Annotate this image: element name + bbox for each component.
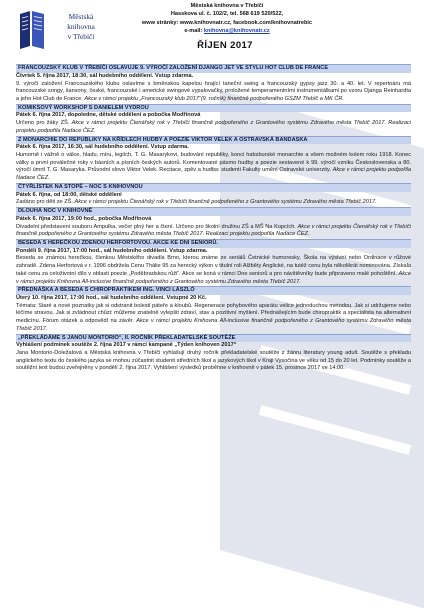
page-header [0, 0, 424, 66]
logo-line: Městská [68, 12, 94, 21]
event-item [16, 286, 411, 333]
event-funding-note: Akce v rámci projektu Čtenářský rok v Třebíči finančně podpořeného z Grantového systému Zdravého města Třebíč 2017. Realizaci projektu podpořila Nadace ČEZ. [16, 120, 412, 134]
event-description [16, 81, 411, 104]
event-description [16, 152, 411, 183]
email-link[interactable]: knihovna@knihovnatr.cz [203, 27, 270, 34]
event-desc-text: Beseda se známou herečkou, členkou Městského divadla Brno, kterou známe ze seriálů Četnické humoresky, Škola na výsluní nebo Ordinace v růžové zahradě. Zdena Herfortová v r. 1996 obdržela Cenu Thálie 95 za herecký výkon v titulní roli Alžběty Anglické, na tutéž cenu byla několikrát nominována. Získala také cenu za celoživotní dílo v oblasti poezie „Poděbradskou růži“. Akce se koná v rámci Dne seniorů a pro návštěvníky bude připraveno malé pohoštění. [16, 255, 411, 277]
event-title: FRANCOUZSKÝ KLUB V TŘEBÍČI OSLAVUJE 9. VÝROČÍ ZALOŽENÍ DJANGO JET VE STYLU HOT CLUB DE FRANCE [16, 64, 411, 73]
library-logo [16, 8, 112, 52]
event-funding-note: Akce v rámci projektu Čtenářský rok v Třebíči finančně podpořeného z Grantového systému Zdravého města Třebíč 2017. [74, 199, 377, 206]
event-date: Pondělí 9. října 2017, 17:00 hod., sál hudebního oddělení. Vstup zdarma. [16, 247, 208, 254]
event-description [16, 120, 411, 135]
event-funding-note: Akce v rámci projektu „Francouzský klub 2017“(9. ročník) finančně podpořeného GSZM Třebíč a MK ČR. [84, 95, 345, 102]
event-date: Pátek 6. října 2017, dopoledne, dětské oddělení a pobočka Modřínová [16, 112, 201, 119]
event-funding-note: Akce v rámci projektu podpořila Nadace ČEZ. [16, 167, 411, 182]
event-date: Vyhlášení podmínek soutěže 2. října 2017 v rámci kampaně „Týden knihoven 2017“ [16, 342, 237, 349]
event-item [16, 334, 411, 374]
event-title: „PŘEKLÁDÁME S JANOU MONTORIO“, II. ROČNÍK PŘEKLADATELSKÉ SOUTĚŽE [16, 334, 411, 343]
event-description [16, 255, 411, 286]
event-title: PŘEDNÁŠKA A BESEDA S CHIROPRAKTIKEM ING. VINCI LÁSZLÓ [16, 286, 411, 295]
event-item [16, 239, 411, 286]
event-date: Pátek 6. října 2017, 16:30, sál hudebního oddělení. Vstup zdarma. [16, 144, 189, 151]
event-desc-text: Humorně i vážně o válce, hladu, míru, legiích, T. G. Masarykovi, budování republiky, konci habsburské monarchie a všem možném kolem roku 1918. Konec války a první poválečné roky v básních a písních českých autorů. Komentované pásmo hudby a poezie sestavené k 99. výročí vzniku Československa a 80. výročí úmrtí T. G. Masaryka. Průvodní slovo Viktor Velek. Recitace, zpěv a hudba: studenti Fakulty umění Ostravské univerzity. [16, 152, 411, 174]
event-date: Úterý 10. října 2017, 17:00 hod., sál hudebního oddělení. Vstupné 20 Kč. [16, 295, 207, 302]
contact-info [112, 2, 342, 35]
event-date: Pátek 6. října 2017, 19:00 hod., pobočka Modřínová [16, 215, 152, 222]
event-funding-note: Akce v rámci projektu Čtenářský rok v Třebíči finančně podpořeného z Grantového systému Zdravého města Třebíč 2017. Realizaci projektu podpořila Nadace ČEZ. [16, 223, 412, 238]
event-item [16, 183, 411, 207]
event-description [16, 303, 411, 334]
event-item [16, 207, 411, 239]
event-date: Pátek 6. října, od 18:00, dětské oddělení [16, 191, 122, 198]
event-funding-note: Akce v rámci projektu Knihovna All-inclusive finančně podpořeného z Grantového systému Zdravého města Třebíč 2017. [16, 270, 411, 285]
month-title: ŘÍJEN 2017 [197, 40, 253, 51]
event-item [16, 136, 411, 183]
event-date: Čtvrtek 5. října 2017, 18:30, sál hudebního oddělení. Vstup zdarma. [16, 72, 194, 79]
logo-line: knihovna [67, 22, 95, 31]
event-desc-text: Témata: Staré a nové poznatky jak si odstranit bolesti páteře a kloubů. Regenerace pohybového aparátu velice jednoduchou metodou. Jak si udržujeme nebo léčíme stravou. Jak si zvládnout chůzi: můžeme znatelně vylepšit zdraví, stav a pozitivní myšlení. Přednášejícím bude chiropraktik a specialista na alternativní medicínu. Fórum otázek a odpovědí na závěr. [16, 302, 411, 325]
event-description [16, 350, 411, 373]
library-name: Městská knihovna v Třebíči [190, 3, 264, 9]
event-title: BESEDA S HEREČKOU ZDENOU HERFORTOVOU. AKCE KE DNI SENIORŮ. [16, 239, 411, 248]
event-description [16, 224, 411, 239]
event-desc-text: 9. výročí založení Francouzského klubu oslavíme s brněnskou kapelou hrající taneční swing a francouzský gypsy jazz 30. a 40. let. V repertoáru má francouzské songy, šansony, české, francouzské i americké swingové vypalovačky, proložené temperamentními instrumentálkami po vzoru Djanga Reinhardta a jeho Hot Club de France. [16, 80, 411, 102]
event-item [16, 104, 411, 136]
event-desc-text: Určeno pro žáky ZŠ. [16, 120, 70, 127]
event-title: Z MONARCHIE DO REPUBLIKY NA KŘÍDLECH HUDBY A POEZIE VIKTOR VELEK A OSTRAVSKÁ BANDASKA [16, 136, 411, 145]
event-title: DLOUHÁ NOC V KNIHOVNĚ [16, 207, 411, 216]
event-desc-text: Divadelní představení souboru Ampulka, večer plný her a čtení. Určeno pro školní družinu ZŠ a MŠ Na Kopcích. [16, 223, 296, 230]
web-line[interactable]: www stránky: www.knihovnatr.cz, facebook.com/knihovnatrebic [141, 19, 313, 26]
event-title: KOMIKSOVÝ WORKSHOP S DANIELEM VYDROU [16, 104, 411, 113]
address-line: Hasskova ul. č. 102/2, tel. 568 619 520/522, [170, 11, 284, 18]
logo-text [49, 12, 113, 42]
logo-line: v Třebíči [67, 32, 95, 41]
event-funding-note: Akce v rámci projektu Knihovna All-inclusive finančně podpořeného z Grantového systému Zdravého města Třebíč 2017. [16, 318, 411, 332]
book-logo-icon [16, 8, 48, 52]
event-title: ČTYŘLÍSTEK NA STOPĚ – NOC S KNIHOVNOU [16, 183, 411, 192]
email-line: e-mail: knihovna@knihovnatr.cz [184, 27, 270, 34]
event-item [16, 64, 411, 104]
event-desc-text: Jana Montorio-Doležalová a Městská knihovna v Třebíči vyhlašují druhý ročník překladatelské soutěže z žánru literatury young adult. Soutěže s překladu anglického textu do českého jazyka se mohou zúčastnit studenti středních škol a jazykových škol v Kraji Vysočina ve věku od 15 do 20 let. Podmínky soutěže a soutěžní text budou zveřejněny v pondělí 2. října 2017. Vyhlášení výsledků proběhne v knihovně v pátek 15. prosince 2017 ve 14:00. [16, 350, 411, 372]
event-desc-text: Zadáno pro děti ze ZŠ. [16, 199, 73, 206]
event-description [16, 199, 411, 207]
events-list [16, 64, 411, 373]
